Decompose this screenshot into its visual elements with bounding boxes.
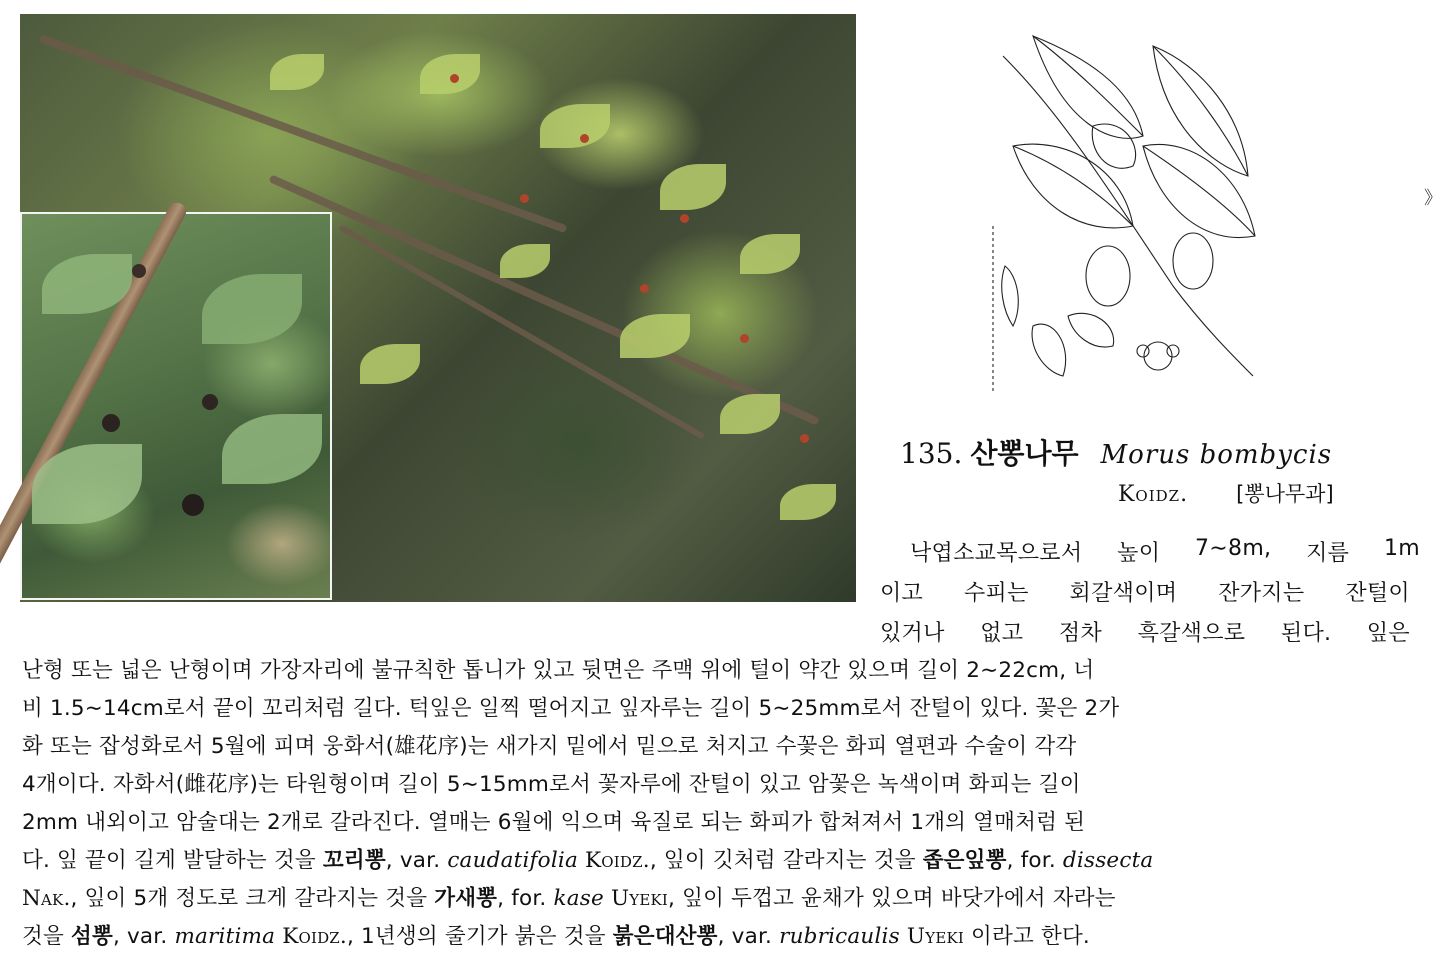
- drawing-fruit: [1086, 246, 1130, 306]
- leaf: [360, 344, 420, 384]
- text-line: 비 1.5∼14cm로서 끝이 꼬리처럼 길다. 턱잎은 일찍 떨어지고 잎자루는 길이 5∼25mm로서 잔털이 있다. 꽃은 2가: [22, 696, 1120, 721]
- inset-photo: [20, 212, 332, 600]
- text-line: 4개이다. 자화서(雌花序)는 타원형이며 길이 5∼15mm로서 꽃자루에 잔털이 있고 암꽃은 녹색이며 화피는 길이: [22, 772, 1081, 797]
- berry: [450, 74, 459, 83]
- botanical-drawing: [993, 26, 1265, 392]
- species-title: [900, 432, 1360, 468]
- drawing-catkin: [1032, 324, 1066, 376]
- leaf: [740, 234, 800, 274]
- text-line: 것을 섬뽕, var. maritima Koidz., 1년생의 줄기가 붉은 것을 붉은대산뽕, var. rubricaulis Uyeki 이라고 한다.: [22, 924, 1090, 949]
- margin-mark: 》: [1424, 188, 1442, 209]
- scientific-name: Morus bombycis: [1100, 440, 1333, 470]
- species-number: 135.: [900, 437, 963, 470]
- drawing-vein: [1143, 146, 1255, 236]
- epithet: maritima: [174, 924, 276, 949]
- text-line: 다. 잎 끝이 길게 발달하는 것을 꼬리뽕, var. caudatifolia Koidz., 잎이 깃처럼 갈라지는 것을 좁은잎뽕, for. dissecta: [22, 848, 1154, 873]
- variety-name: 섬뽕: [70, 924, 113, 949]
- variety-name: 좁은잎뽕: [922, 848, 1007, 873]
- leaf: [420, 54, 480, 94]
- berry: [640, 284, 649, 293]
- epithet: dissecta: [1062, 848, 1154, 873]
- berry: [182, 494, 204, 516]
- leaf: [270, 54, 324, 90]
- text-line: 2mm 내외이고 암술대는 2개로 갈라진다. 열매는 6월에 익으며 육질로 되는 화피가 합쳐져서 1개의 열매처럼 된: [22, 810, 1086, 835]
- text-line: 이고 수피는 회갈색이며 잔가지는 잔털이: [880, 581, 1410, 606]
- berry: [800, 434, 809, 443]
- drawing-flower-detail: [1144, 342, 1172, 370]
- drawing-vein: [1013, 146, 1133, 226]
- author-abbrev: Nak.: [22, 886, 71, 911]
- drawing-flower-detail: [1137, 345, 1149, 357]
- drawing-leaf: [1033, 36, 1143, 138]
- variety-name: 붉은대산뽕: [612, 924, 718, 949]
- berry: [202, 394, 218, 410]
- author-abbrev: Uyeki: [906, 924, 965, 949]
- berry: [102, 414, 120, 432]
- branch: [268, 174, 819, 425]
- drawing-branch: [1003, 56, 1253, 376]
- text-line: 난형 또는 넓은 난형이며 가장자리에 불규칙한 톱니가 있고 뒷면은 주맥 위에 털이 약간 있으며 길이 2∼22cm, 너: [22, 658, 1095, 683]
- drawing-leaf: [1013, 144, 1133, 228]
- variety-name: 꼬리뽕: [322, 848, 386, 873]
- drawing-flower: [1002, 266, 1019, 326]
- drawing-fruit: [1173, 233, 1213, 289]
- author-family-line: [1118, 478, 1398, 508]
- variety-name: 가새뽕: [434, 886, 498, 911]
- leaf: [620, 314, 690, 358]
- leaf: [720, 394, 780, 434]
- drawing-leaf: [1068, 313, 1114, 347]
- author-abbrev: Koidz.: [585, 848, 650, 873]
- author-abbrev: Uyeki: [610, 886, 669, 911]
- berry: [520, 194, 529, 203]
- berry: [740, 334, 749, 343]
- epithet: kase: [553, 886, 604, 911]
- leaf: [202, 274, 302, 344]
- author-name: Koidz.: [1118, 482, 1189, 507]
- text-line: Nak., 잎이 5개 정도로 크게 갈라지는 것을 가새뽕, for. kase Uyeki, 잎이 두껍고 윤채가 있으며 바닷가에서 자라는: [22, 886, 1116, 911]
- epithet: rubricaulis: [779, 924, 900, 949]
- leaf: [500, 244, 550, 278]
- leaf: [222, 414, 322, 484]
- text-line: 화 또는 잡성화로서 5월에 피며 웅화서(雄花序)는 새가지 밑에서 밑으로 처지고 수꽃은 화피 열편과 수술이 각각: [22, 734, 1077, 759]
- epithet: caudatifolia: [447, 848, 578, 873]
- berry: [680, 214, 689, 223]
- family-name: [뽕나무과]: [1236, 482, 1334, 506]
- leaf: [660, 164, 726, 210]
- berry: [580, 134, 589, 143]
- text-line: 낙엽소교목으로서 높이 7∼8m, 지름 1m: [910, 536, 1420, 566]
- drawing-flower-detail: [1167, 345, 1179, 357]
- drawing-vein: [1033, 36, 1143, 136]
- berry: [132, 264, 146, 278]
- leaf: [540, 104, 610, 148]
- author-abbrev: Koidz.: [282, 924, 347, 949]
- text-line: 있거나 없고 점차 흑갈색으로 된다. 잎은: [880, 621, 1410, 646]
- leaf: [780, 484, 836, 520]
- korean-name: 산뽕나무: [970, 437, 1079, 470]
